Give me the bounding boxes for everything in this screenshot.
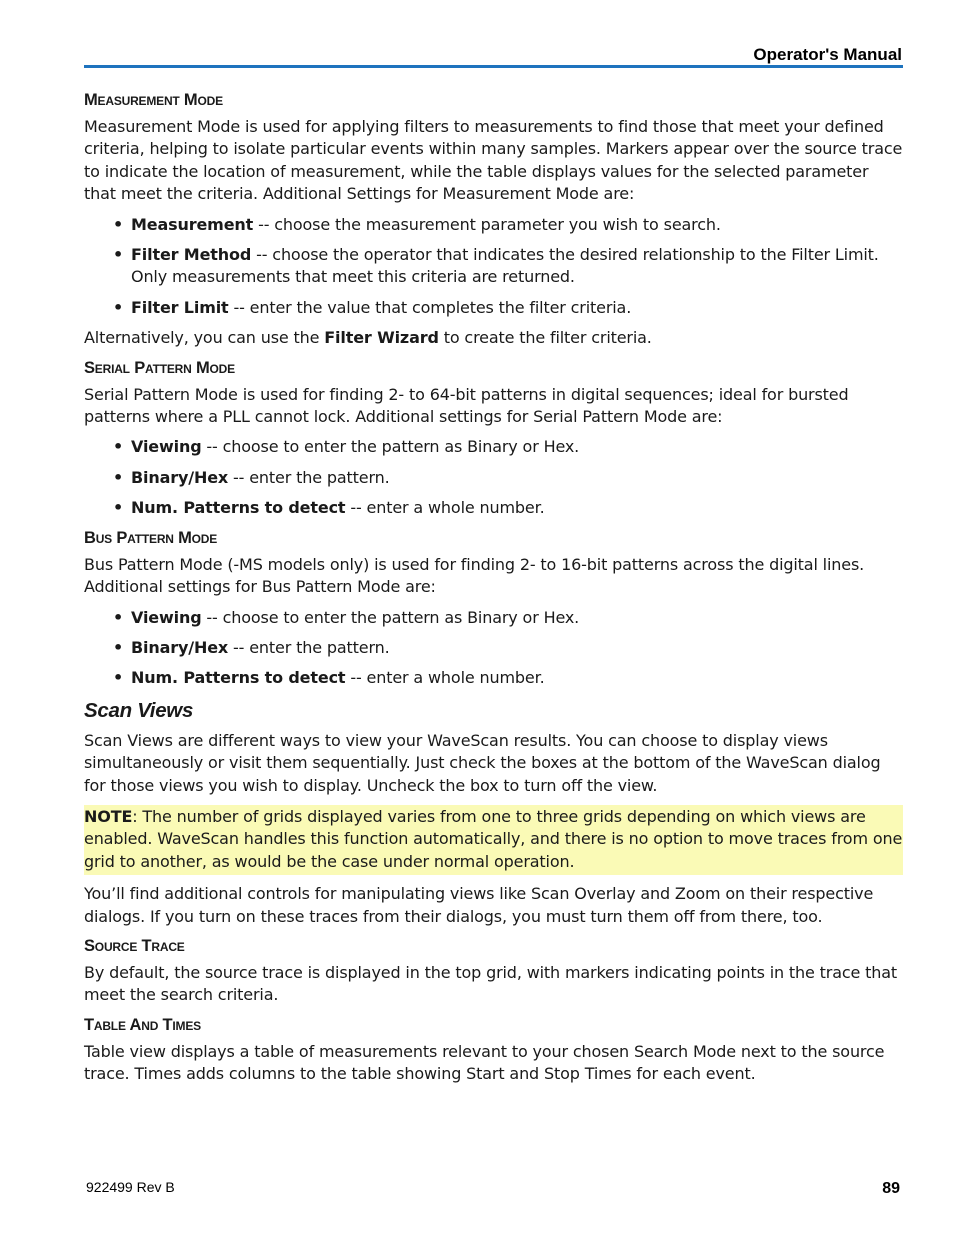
table-and-times-text: Table view displays a table of measurements relevant to your chosen Search Mode next to the source trace. Times adds columns to the table showing Start and Stop Times for each event.	[84, 1041, 885, 1084]
list-item	[84, 214, 903, 236]
bullet-icon: •	[113, 668, 124, 688]
filter-wizard-term: Filter Wizard	[324, 328, 439, 348]
list-item	[84, 607, 903, 629]
filter-wizard-post: to create the filter criteria.	[438, 328, 652, 348]
bullet-icon: •	[113, 214, 124, 234]
list-item-text: -- choose the operator that indicates the desired relationship to the Filter Limit. Only measurements that meet this criteria are returned.	[131, 245, 879, 287]
measurement-mode-list	[84, 214, 903, 320]
bus-pattern-mode-heading: Bus Pattern Mode	[84, 528, 218, 547]
list-item-term: Viewing	[131, 607, 202, 627]
serial-pattern-mode-list	[84, 436, 903, 519]
list-item-text: -- enter the pattern.	[228, 637, 390, 657]
list-item-term: Binary/Hex	[131, 637, 229, 657]
running-header-title: Operator's Manual	[753, 45, 902, 64]
page-content	[84, 90, 903, 1094]
footer-doc-id: 922499 Rev B	[86, 1179, 175, 1195]
scan-views-heading: Scan Views	[84, 698, 194, 722]
list-item-text: -- choose to enter the pattern as Binary or Hex.	[201, 607, 580, 627]
list-item	[84, 436, 903, 458]
list-item	[84, 467, 903, 489]
list-item	[84, 244, 903, 289]
bullet-icon: •	[113, 498, 124, 518]
measurement-mode-intro: Measurement Mode is used for applying filters to measurements to find those that meet your defined criteria, helping to isolate particular events within many samples. Markers appear over the source trace to indicate the location of measurement, while the table displays values for the selected parameter that meet the criteria. Additional Settings for Measurement Mode are:	[84, 117, 903, 204]
list-item	[84, 297, 903, 319]
list-item-term: Measurement	[131, 214, 254, 234]
bullet-icon: •	[113, 467, 124, 487]
bullet-icon: •	[113, 245, 124, 265]
list-item-term: Filter Limit	[131, 297, 229, 317]
serial-pattern-mode-intro: Serial Pattern Mode is used for finding 2- to 64-bit patterns in digital sequences; ideal for bursted patterns where a PLL cannot lock. Additional settings for Serial Pattern Mode are:	[84, 384, 849, 427]
list-item-text: -- enter the pattern.	[228, 467, 390, 487]
bus-pattern-mode-list	[84, 607, 903, 690]
bullet-icon: •	[113, 637, 124, 657]
list-item-text: -- enter a whole number.	[345, 498, 545, 518]
bullet-icon: •	[113, 297, 124, 317]
header-rule	[84, 65, 903, 68]
list-item	[84, 637, 903, 659]
note-callout	[84, 805, 903, 875]
note-label: NOTE	[84, 806, 133, 826]
list-item-text: -- enter a whole number.	[345, 668, 545, 688]
scan-views-additional: You’ll find additional controls for manipulating views like Scan Overlay and Zoom on their respective dialogs. If you turn on these traces from their dialogs, you must turn them off from there, too.	[84, 884, 874, 926]
bullet-icon: •	[113, 607, 124, 627]
serial-pattern-mode-heading: Serial Pattern Mode	[84, 358, 235, 377]
list-item-text: -- choose the measurement parameter you wish to search.	[253, 214, 721, 234]
list-item	[84, 497, 903, 519]
bullet-icon: •	[113, 437, 124, 457]
measurement-mode-heading: Measurement Mode	[84, 91, 223, 109]
bus-pattern-mode-intro: Bus Pattern Mode (-MS models only) is used for finding 2- to 16-bit patterns across the digital lines. Additional settings for Bus Pattern Mode are:	[84, 554, 865, 597]
list-item-term: Binary/Hex	[131, 467, 229, 487]
list-item-term: Filter Method	[131, 245, 252, 265]
list-item	[84, 667, 903, 689]
list-item-text: -- enter the value that completes the filter criteria.	[228, 297, 632, 317]
table-and-times-heading: Table And Times	[84, 1015, 201, 1034]
list-item-term: Viewing	[131, 437, 202, 457]
list-item-term: Num. Patterns to detect	[131, 498, 346, 518]
list-item-text: -- choose to enter the pattern as Binary or Hex.	[201, 437, 580, 457]
source-trace-text: By default, the source trace is displayed in the top grid, with markers indicating points in the trace that meet the search criteria.	[84, 962, 898, 1005]
scan-views-intro: Scan Views are different ways to view your WaveScan results. You can choose to display views simultaneously or visit them sequentially. Just check the boxes at the bottom of the WaveScan dialog for those views you wish to display. Uncheck the box to turn off the view.	[84, 730, 881, 795]
note-text: : The number of grids displayed varies from one to three grids depending on which views are enabled. WaveScan handles this function automatically, and there is no option to move traces from one grid to another, as would be the case under normal operation.	[84, 806, 903, 871]
source-trace-heading: Source Trace	[84, 936, 185, 955]
filter-wizard-pre: Alternatively, you can use the	[84, 328, 325, 348]
page-number: 89	[882, 1180, 900, 1197]
filter-wizard-paragraph	[84, 327, 903, 349]
list-item-term: Num. Patterns to detect	[131, 668, 346, 688]
